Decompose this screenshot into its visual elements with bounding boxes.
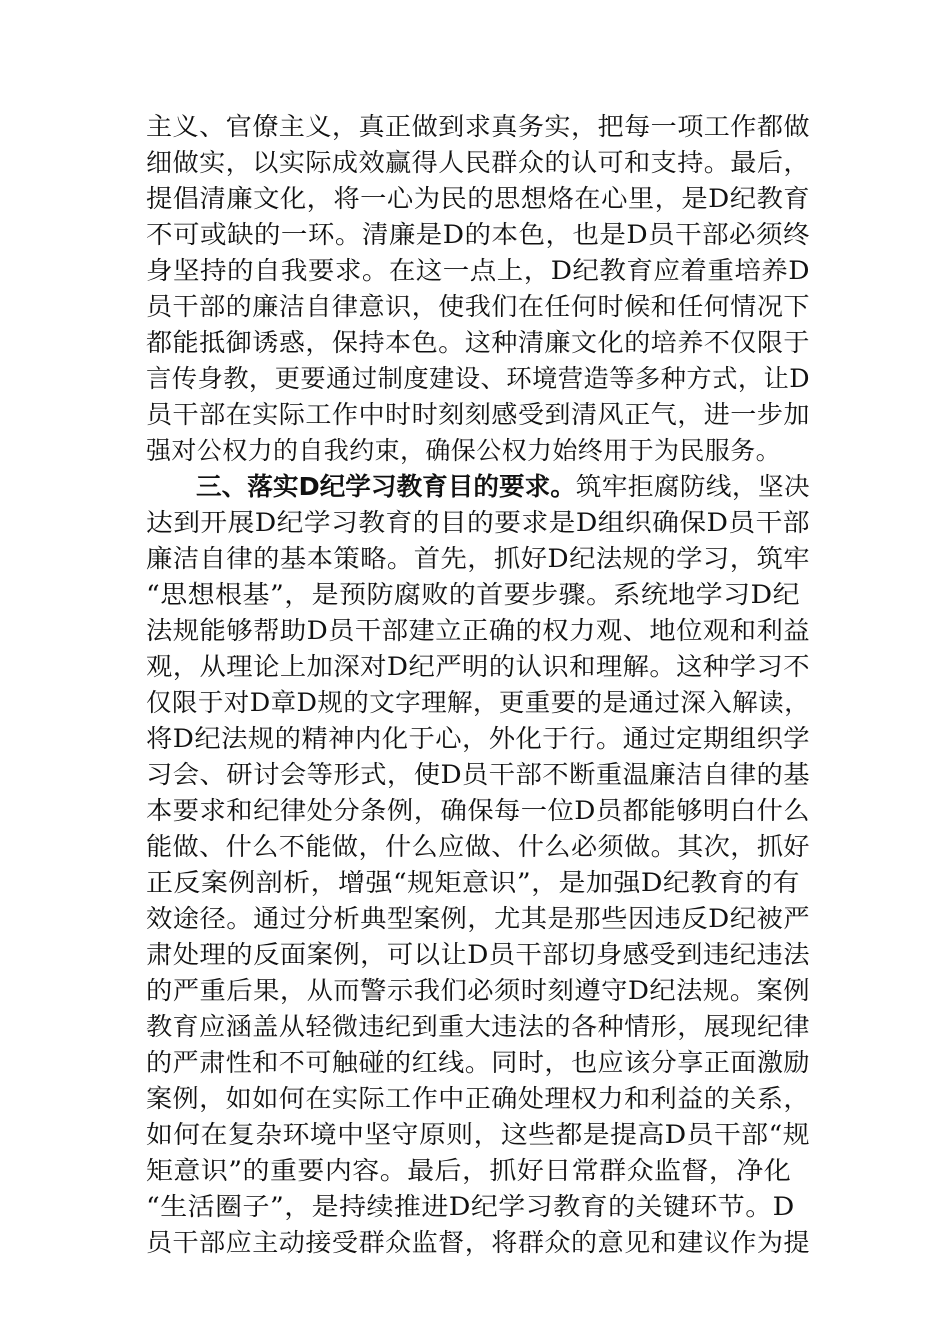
text-line: 正反案例剖析，增强“规矩意识”，是加强D纪教育的有 <box>146 868 801 897</box>
text-line: 肃处理的反面案例，可以让D员干部切身感受到违纪违法 <box>146 940 810 969</box>
text-line: 效途径。通过分析典型案例，尤其是那些因违反D纪被严 <box>146 904 810 933</box>
text-line: 法规能够帮助D员干部建立正确的权力观、地位观和利益 <box>146 616 810 645</box>
text-line: “生活圈子”，是持续推进D纪学习教育的关键环节。D <box>146 1192 795 1221</box>
text-line: 案例，如如何在实际工作中正确处理权力和利益的关系， <box>146 1084 810 1113</box>
text-line: 教育应涵盖从轻微违纪到重大违法的各种情形，展现纪律 <box>146 1012 810 1041</box>
text-line: 言传身教，更要通过制度建设、环境营造等多种方式，让D <box>146 364 810 393</box>
text-line: 的严肃性和不可触碰的红线。同时，也应该分享正面激励 <box>146 1048 810 1077</box>
text-line: 不可或缺的一环。清廉是D的本色，也是D员干部必须终 <box>146 220 811 249</box>
text-line: 主义、官僚主义，真正做到求真务实，把每一项工作都做 <box>146 112 810 141</box>
text-line: 都能抵御诱惑，保持本色。这种清廉文化的培养不仅限于 <box>146 328 810 357</box>
text-line: 强对公权力的自我约束，确保公权力始终用于为民服务。 <box>146 436 782 465</box>
text-line: 将D纪法规的精神内化于心，外化于行。通过定期组织学 <box>146 724 810 753</box>
text-line: 如何在复杂环境中坚守原则，这些都是提高D员干部“规 <box>146 1120 810 1149</box>
text-line: 仅限于对D章D规的文字理解，更重要的是通过深入解读， <box>146 688 810 717</box>
text-line: 细做实，以实际成效赢得人民群众的认可和支持。最后， <box>146 148 810 177</box>
text-line: 身坚持的自我要求。在这一点上，D纪教育应着重培养D <box>146 256 811 285</box>
text-line: 习会、研讨会等形式，使D员干部不断重温廉洁自律的基 <box>146 760 810 789</box>
text-line: 员干部在实际工作中时时刻刻感受到清风正气，进一步加 <box>146 400 810 429</box>
text-line: 本要求和纪律处分条例，确保每一位D员都能够明白什么 <box>146 796 810 825</box>
text-line: 达到开展D纪学习教育的目的要求是D组织确保D员干部 <box>146 508 810 537</box>
text-line: 廉洁自律的基本策略。首先，抓好D纪法规的学习，筑牢 <box>146 544 810 573</box>
section-first-line-text: 筑牢拒腐防线，坚决 <box>575 472 811 501</box>
section-first-line <box>146 470 810 504</box>
text-line: 提倡清廉文化，将一心为民的思想烙在心里，是D纪教育 <box>146 184 810 213</box>
text-line: 员干部的廉洁自律意识，使我们在任何时候和任何情况下 <box>146 292 810 321</box>
section-heading: 三、落实D纪学习教育目的要求。 <box>196 472 576 501</box>
text-line: 矩意识”的重要内容。最后，抓好日常群众监督，净化 <box>146 1156 792 1185</box>
text-line: 观，从理论上加深对D纪严明的认识和理解。这种学习不 <box>146 652 810 681</box>
text-line: 的严重后果，从而警示我们必须时刻遵守D纪法规。案例 <box>146 976 810 1005</box>
text-line: “思想根基”，是预防腐败的首要步骤。系统地学习D纪 <box>146 580 801 609</box>
text-line: 员干部应主动接受群众监督，将群众的意见和建议作为提 <box>146 1228 810 1257</box>
text-line: 能做、什么不能做，什么应做、什么必须做。其次，抓好 <box>146 832 810 861</box>
